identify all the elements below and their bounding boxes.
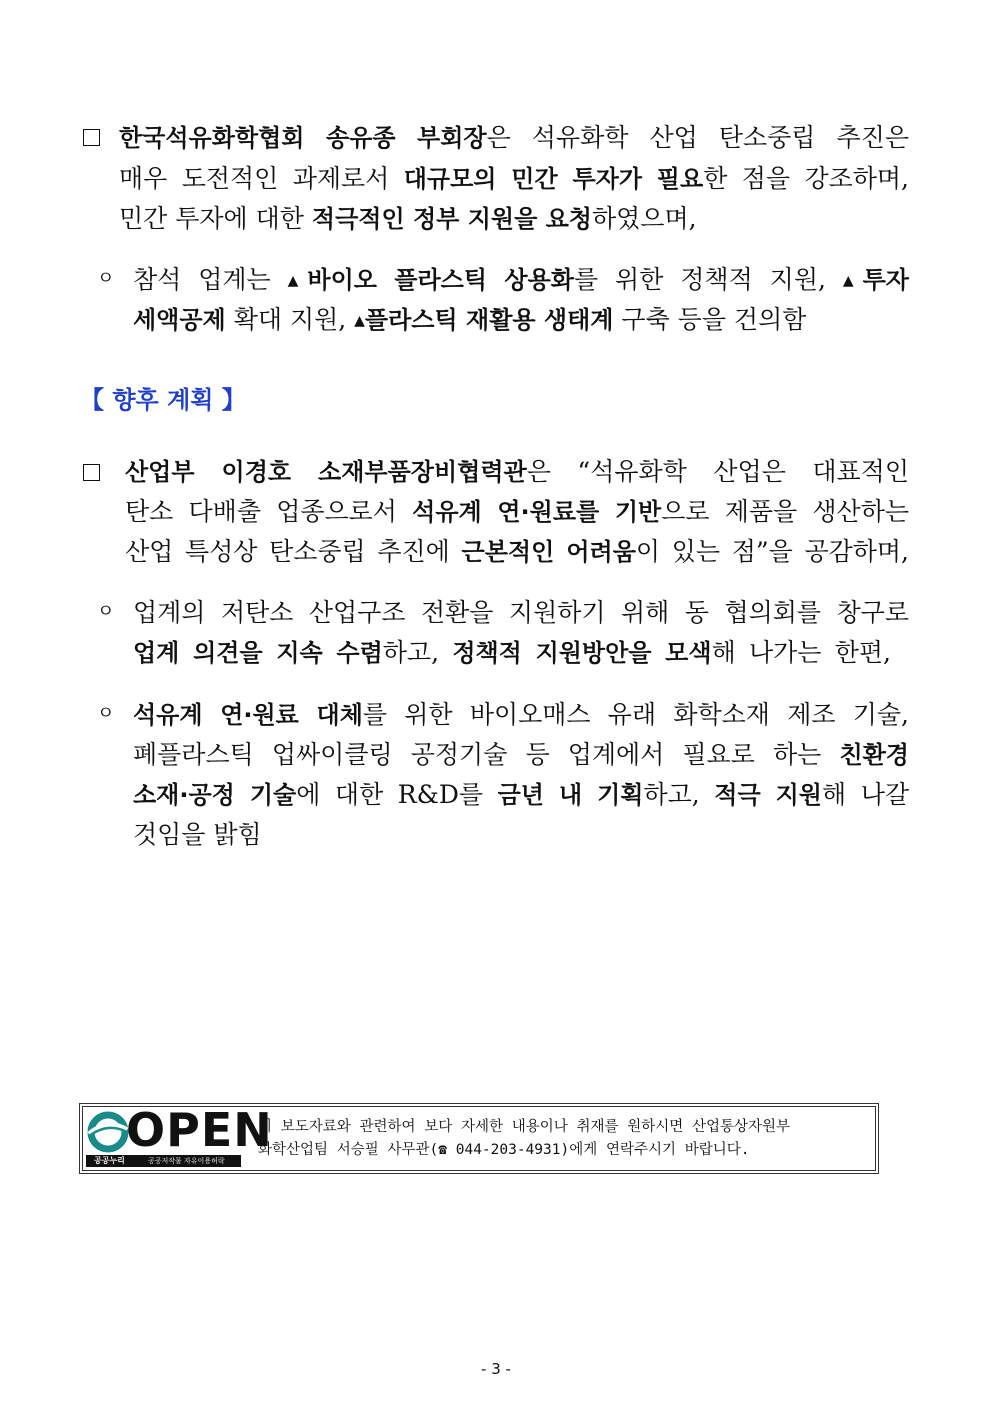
triangle-icon: ▲ xyxy=(287,273,308,289)
phone-icon: ☎ xyxy=(438,1142,447,1158)
footer-line2: 화학산업팀 서승필 사무관(☎ 044-203-4931)에게 연락주시기 바랍니다. xyxy=(258,1142,750,1158)
page-number: - 3 - xyxy=(481,1360,511,1378)
logo-text: OPEN xyxy=(126,1103,273,1157)
s2-para1-line1: 산업부 이경호 소재부품장비협력관은 “석유화학 산업은 대표적인 xyxy=(125,457,909,486)
s2-para1-line2: 탄소 다배출 업종으로서 석유계 연·원료를 기반으로 제품을 생산하는 xyxy=(125,497,910,526)
s1-sub1-line1: 참석 업계는 ▲바이오 플라스틱 상용화를 위한 정책적 지원, ▲투자 xyxy=(133,265,909,294)
triangle-icon: ▲ xyxy=(354,313,365,329)
square-bullet-icon xyxy=(83,129,100,146)
contact-footer xyxy=(79,1103,879,1174)
s1-sub1-line2: 세액공제 확대 지원, ▲플라스틱 재활용 생태계 구축 등을 건의함 xyxy=(133,305,807,334)
s1-para1-line1: 한국석유화학협회 송유종 부회장은 석유화학 산업 탄소중립 추진은 xyxy=(119,123,909,152)
s1-para1-line3: 민간 투자에 대한 적극적인 정부 지원을 요청하였으며, xyxy=(119,204,697,233)
circle-bullet-icon: ㅇ xyxy=(97,268,115,289)
section-heading: 【 향후 계획 】 xyxy=(80,386,246,414)
s2-sub1-line1: 업계의 저탄소 산업구조 전환을 지원하기 위해 동 협의회를 창구로 xyxy=(133,598,909,627)
logo-sub-label: 공공누리 xyxy=(94,1156,125,1165)
s2-sub2-line4: 것임을 밝힘 xyxy=(133,820,262,849)
s2-para1-line3: 산업 특성상 탄소중립 추진에 근본적인 어려움이 있는 점”을 공감하며, xyxy=(125,537,909,566)
s2-sub2-line2: 폐플라스틱 업싸이클링 공정기술 등 업계에서 필요로 하는 친환경 xyxy=(133,740,909,769)
footer-line1: 이 보도자료와 관련하여 보다 자세한 내용이나 취재를 원하시면 산업통상자원부 xyxy=(258,1119,791,1135)
square-bullet-icon xyxy=(83,464,100,481)
triangle-icon: ▲ xyxy=(842,273,863,289)
s2-sub2-line3: 소재·공정 기술에 대한 R&D를 금년 내 기획하고, 적극 지원해 나갈 xyxy=(133,780,910,809)
s2-sub1-line2: 업계 의견을 지속 수렴하고, 정책적 지원방안을 모색해 나가는 한편, xyxy=(133,638,891,667)
circle-bullet-icon: ㅇ xyxy=(97,601,115,622)
circle-bullet-icon: ㅇ xyxy=(97,703,115,724)
logo-sub-desc: 공공저작물 자유이용허락 xyxy=(148,1157,225,1165)
open-logo-icon xyxy=(86,1110,246,1167)
s1-para1-line2: 매우 도전적인 과제로서 대규모의 민간 투자가 필요한 점을 강조하며, xyxy=(119,164,909,193)
open-license-logo xyxy=(86,1103,273,1167)
s2-sub2-line1: 석유계 연·원료 대체를 위한 바이오매스 유래 화학소재 제조 기술, xyxy=(133,700,909,729)
